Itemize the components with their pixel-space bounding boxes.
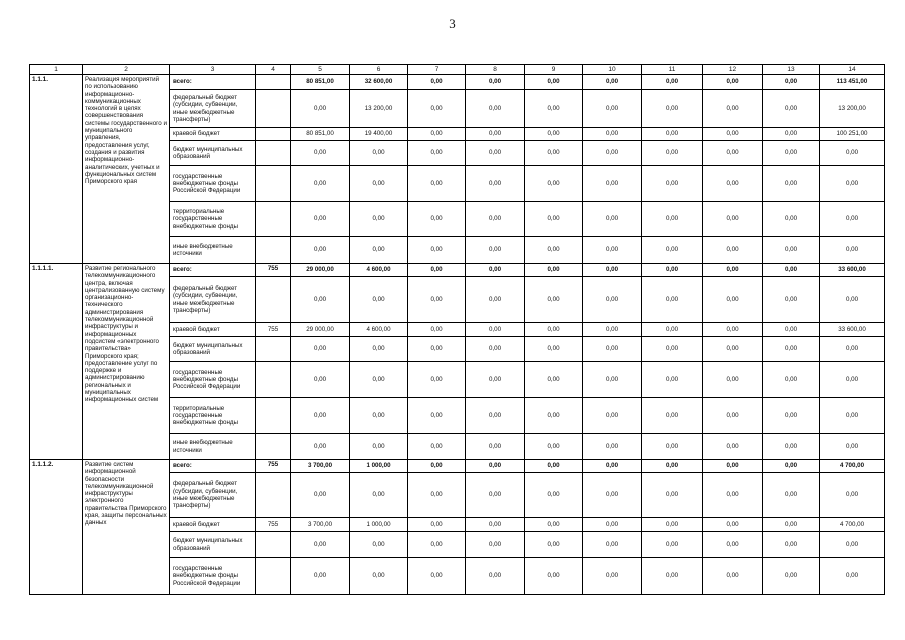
amount-cell-col-10: 0,00 [583,128,642,141]
amount-cell-col-5: 3 700,00 [291,460,350,473]
amount-cell-col-10: 0,00 [583,398,642,434]
amount-cell-col-7: 0,00 [408,277,466,323]
amount-cell-col-14: 0,00 [820,532,885,558]
amount-cell-col-5: 80 851,00 [291,75,350,90]
amount-cell-col-5: 0,00 [291,90,350,128]
amount-cell-col-5: 3 700,00 [291,518,350,532]
amount-cell-col-13: 0,00 [763,362,820,398]
amount-cell-col-14: 13 200,00 [820,90,885,128]
amount-cell-col-6: 1 000,00 [350,518,408,532]
amount-cell-col-10: 0,00 [583,237,642,264]
measure-code: 1.1.1.1. [30,264,83,460]
amount-cell-col-5: 0,00 [291,141,350,166]
funding-source: федеральный бюджет (субсидии, субвенции, иные межбюджетные трансферты) [170,90,256,128]
amount-cell-col-10: 0,00 [583,362,642,398]
amount-cell-col-13: 0,00 [763,518,820,532]
amount-cell-col-8: 0,00 [466,90,525,128]
amount-cell-col-6: 0,00 [350,473,408,518]
amount-cell-col-11: 0,00 [642,518,703,532]
ministry-code [256,166,291,202]
amount-cell-col-11: 0,00 [642,141,703,166]
amount-cell-col-7: 0,00 [408,141,466,166]
amount-cell-col-8: 0,00 [466,362,525,398]
amount-cell-col-10: 0,00 [583,75,642,90]
amount-cell-col-12: 0,00 [703,264,763,277]
amount-cell-col-13: 0,00 [763,323,820,337]
amount-cell-col-14: 100 251,00 [820,128,885,141]
ministry-code [256,128,291,141]
amount-cell-col-7: 0,00 [408,558,466,595]
amount-cell-col-6: 0,00 [350,141,408,166]
amount-cell-col-13: 0,00 [763,460,820,473]
amount-cell-col-12: 0,00 [703,90,763,128]
funding-source: бюджет муниципальных образований [170,337,256,362]
amount-cell-col-7: 0,00 [408,362,466,398]
amount-cell-col-10: 0,00 [583,558,642,595]
amount-cell-col-6: 0,00 [350,166,408,202]
ministry-code: 755 [256,518,291,532]
amount-cell-col-7: 0,00 [408,323,466,337]
amount-cell-col-7: 0,00 [408,532,466,558]
amount-cell-col-12: 0,00 [703,532,763,558]
amount-cell-col-8: 0,00 [466,323,525,337]
amount-cell-col-5: 0,00 [291,202,350,237]
amount-cell-col-11: 0,00 [642,128,703,141]
amount-cell-col-13: 0,00 [763,166,820,202]
column-header-14: 14 [820,65,885,75]
amount-cell-col-11: 0,00 [642,75,703,90]
amount-cell-col-12: 0,00 [703,362,763,398]
ministry-code [256,90,291,128]
ministry-code [256,558,291,595]
amount-cell-col-12: 0,00 [703,75,763,90]
amount-cell-col-9: 0,00 [525,277,583,323]
amount-cell-col-11: 0,00 [642,323,703,337]
column-header-13: 13 [763,65,820,75]
amount-cell-col-9: 0,00 [525,460,583,473]
table-row [30,264,885,277]
ministry-code [256,434,291,460]
measure-name: Реализация мероприятий по использованию информационно-коммуникационных технологий в целях совершенствования системы государственного и муниципального управления, предоставления услуг, создания и развития информационно-аналитических, учетных и функциональных систем Приморского края [83,75,170,264]
amount-cell-col-10: 0,00 [583,337,642,362]
amount-cell-col-9: 0,00 [525,532,583,558]
amount-cell-col-10: 0,00 [583,473,642,518]
amount-cell-col-6: 0,00 [350,202,408,237]
amount-cell-col-14: 0,00 [820,202,885,237]
column-header-1: 1 [30,65,83,75]
funding-source: краевой бюджет [170,323,256,337]
amount-cell-col-12: 0,00 [703,202,763,237]
funding-source: государственные внебюджетные фонды Российской Федерации [170,166,256,202]
amount-cell-col-9: 0,00 [525,166,583,202]
ministry-code [256,532,291,558]
funding-source: бюджет муниципальных образований [170,532,256,558]
column-header-7: 7 [408,65,466,75]
amount-cell-col-10: 0,00 [583,202,642,237]
column-header-3: 3 [170,65,256,75]
amount-cell-col-13: 0,00 [763,90,820,128]
ministry-code [256,75,291,90]
amount-cell-col-6: 0,00 [350,362,408,398]
amount-cell-col-10: 0,00 [583,518,642,532]
amount-cell-col-6: 4 600,00 [350,264,408,277]
amount-cell-col-10: 0,00 [583,277,642,323]
column-header-11: 11 [642,65,703,75]
amount-cell-col-11: 0,00 [642,532,703,558]
amount-cell-col-7: 0,00 [408,264,466,277]
measure-name: Развитие регионального телекоммуникационного центра, включая централизованную систему организационно-технического администрирования телекоммуникационной инфраструктуры и информационных подсистем «электронного правительства» Приморского края; предоставление услуг по поддержке и администрированию региональных и муниципальных информационных систем [83,264,170,460]
amount-cell-col-6: 13 200,00 [350,90,408,128]
amount-cell-col-9: 0,00 [525,264,583,277]
amount-cell-col-7: 0,00 [408,90,466,128]
amount-cell-col-5: 0,00 [291,473,350,518]
amount-cell-col-11: 0,00 [642,166,703,202]
ministry-code [256,202,291,237]
amount-cell-col-6: 4 600,00 [350,323,408,337]
amount-cell-col-13: 0,00 [763,398,820,434]
amount-cell-col-13: 0,00 [763,128,820,141]
funding-source: иные внебюджетные источники [170,237,256,264]
amount-cell-col-14: 0,00 [820,434,885,460]
amount-cell-col-13: 0,00 [763,277,820,323]
amount-cell-col-6: 1 000,00 [350,460,408,473]
amount-cell-col-8: 0,00 [466,166,525,202]
ministry-code [256,237,291,264]
ministry-code: 755 [256,323,291,337]
table-row [30,460,885,473]
amount-cell-col-7: 0,00 [408,460,466,473]
amount-cell-col-14: 0,00 [820,362,885,398]
funding-source: бюджет муниципальных образований [170,141,256,166]
amount-cell-col-5: 0,00 [291,532,350,558]
table-row [30,75,885,90]
amount-cell-col-13: 0,00 [763,237,820,264]
amount-cell-col-11: 0,00 [642,277,703,323]
column-header-8: 8 [466,65,525,75]
amount-cell-col-14: 0,00 [820,558,885,595]
ministry-code [256,362,291,398]
amount-cell-col-9: 0,00 [525,237,583,264]
amount-cell-col-7: 0,00 [408,473,466,518]
amount-cell-col-14: 4 700,00 [820,518,885,532]
page-number: 3 [449,16,456,31]
funding-source: краевой бюджет [170,128,256,141]
funding-source: территориальные государственные внебюджетные фонды [170,202,256,237]
amount-cell-col-9: 0,00 [525,128,583,141]
amount-cell-col-11: 0,00 [642,434,703,460]
amount-cell-col-7: 0,00 [408,75,466,90]
amount-cell-col-11: 0,00 [642,398,703,434]
amount-cell-col-9: 0,00 [525,518,583,532]
amount-cell-col-7: 0,00 [408,434,466,460]
amount-cell-col-10: 0,00 [583,460,642,473]
amount-cell-col-8: 0,00 [466,237,525,264]
amount-cell-col-6: 32 600,00 [350,75,408,90]
amount-cell-col-9: 0,00 [525,362,583,398]
ministry-code: 755 [256,264,291,277]
amount-cell-col-6: 0,00 [350,532,408,558]
amount-cell-col-11: 0,00 [642,202,703,237]
amount-cell-col-8: 0,00 [466,264,525,277]
amount-cell-col-11: 0,00 [642,460,703,473]
amount-cell-col-7: 0,00 [408,166,466,202]
amount-cell-col-9: 0,00 [525,473,583,518]
column-header-4: 4 [256,65,291,75]
amount-cell-col-12: 0,00 [703,337,763,362]
amount-cell-col-8: 0,00 [466,128,525,141]
amount-cell-col-12: 0,00 [703,166,763,202]
amount-cell-col-9: 0,00 [525,141,583,166]
amount-cell-col-9: 0,00 [525,434,583,460]
amount-cell-col-9: 0,00 [525,75,583,90]
column-header-5: 5 [291,65,350,75]
amount-cell-col-14: 113 451,00 [820,75,885,90]
amount-cell-col-14: 0,00 [820,141,885,166]
amount-cell-col-11: 0,00 [642,90,703,128]
amount-cell-col-9: 0,00 [525,323,583,337]
amount-cell-col-9: 0,00 [525,90,583,128]
amount-cell-col-6: 19 400,00 [350,128,408,141]
funding-source: федеральный бюджет (субсидии, субвенции, иные межбюджетные трансферты) [170,277,256,323]
amount-cell-col-14: 0,00 [820,237,885,264]
amount-cell-col-13: 0,00 [763,264,820,277]
amount-cell-col-13: 0,00 [763,434,820,460]
amount-cell-col-13: 0,00 [763,75,820,90]
amount-cell-col-5: 29 000,00 [291,264,350,277]
amount-cell-col-5: 0,00 [291,277,350,323]
amount-cell-col-13: 0,00 [763,141,820,166]
amount-cell-col-14: 33 600,00 [820,323,885,337]
amount-cell-col-5: 29 000,00 [291,323,350,337]
amount-cell-col-12: 0,00 [703,128,763,141]
amount-cell-col-13: 0,00 [763,558,820,595]
amount-cell-col-5: 0,00 [291,166,350,202]
amount-cell-col-10: 0,00 [583,323,642,337]
amount-cell-col-12: 0,00 [703,518,763,532]
amount-cell-col-6: 0,00 [350,558,408,595]
amount-cell-col-8: 0,00 [466,473,525,518]
column-header-2: 2 [83,65,170,75]
amount-cell-col-9: 0,00 [525,558,583,595]
funding-source: федеральный бюджет (субсидии, субвенции, иные межбюджетные трансферты) [170,473,256,518]
amount-cell-col-7: 0,00 [408,398,466,434]
amount-cell-col-6: 0,00 [350,277,408,323]
amount-cell-col-8: 0,00 [466,532,525,558]
funding-source: государственные внебюджетные фонды Российской Федерации [170,558,256,595]
amount-cell-col-13: 0,00 [763,337,820,362]
amount-cell-col-11: 0,00 [642,264,703,277]
amount-cell-col-9: 0,00 [525,398,583,434]
amount-cell-col-12: 0,00 [703,473,763,518]
amount-cell-col-14: 33 600,00 [820,264,885,277]
amount-cell-col-10: 0,00 [583,141,642,166]
table-header-row [30,65,885,75]
funding-source: краевой бюджет [170,518,256,532]
amount-cell-col-10: 0,00 [583,90,642,128]
amount-cell-col-10: 0,00 [583,532,642,558]
amount-cell-col-8: 0,00 [466,558,525,595]
funding-source: территориальные государственные внебюджетные фонды [170,398,256,434]
amount-cell-col-9: 0,00 [525,202,583,237]
measure-code: 1.1.1.2. [30,460,83,595]
amount-cell-col-7: 0,00 [408,128,466,141]
funding-source: государственные внебюджетные фонды Российской Федерации [170,362,256,398]
amount-cell-col-11: 0,00 [642,473,703,518]
amount-cell-col-12: 0,00 [703,141,763,166]
amount-cell-col-7: 0,00 [408,518,466,532]
ministry-code [256,337,291,362]
amount-cell-col-13: 0,00 [763,473,820,518]
amount-cell-col-6: 0,00 [350,434,408,460]
ministry-code [256,473,291,518]
amount-cell-col-6: 0,00 [350,337,408,362]
amount-cell-col-12: 0,00 [703,460,763,473]
amount-cell-col-12: 0,00 [703,558,763,595]
amount-cell-col-8: 0,00 [466,434,525,460]
amount-cell-col-11: 0,00 [642,362,703,398]
amount-cell-col-12: 0,00 [703,398,763,434]
ministry-code [256,277,291,323]
amount-cell-col-5: 0,00 [291,237,350,264]
amount-cell-col-14: 0,00 [820,166,885,202]
amount-cell-col-12: 0,00 [703,323,763,337]
ministry-code: 755 [256,460,291,473]
amount-cell-col-8: 0,00 [466,460,525,473]
column-header-9: 9 [525,65,583,75]
column-header-12: 12 [703,65,763,75]
column-header-10: 10 [583,65,642,75]
amount-cell-col-6: 0,00 [350,237,408,264]
amount-cell-col-10: 0,00 [583,166,642,202]
amount-cell-col-8: 0,00 [466,398,525,434]
amount-cell-col-8: 0,00 [466,337,525,362]
amount-cell-col-10: 0,00 [583,434,642,460]
amount-cell-col-13: 0,00 [763,202,820,237]
amount-cell-col-6: 0,00 [350,398,408,434]
measure-name: Развитие систем информационной безопасности телекоммуникационной инфраструктуры электронного правительства Приморского края, защиты персональных данных [83,460,170,595]
amount-cell-col-13: 0,00 [763,532,820,558]
amount-cell-col-14: 0,00 [820,473,885,518]
amount-cell-col-8: 0,00 [466,518,525,532]
amount-cell-col-11: 0,00 [642,558,703,595]
amount-cell-col-8: 0,00 [466,202,525,237]
column-header-6: 6 [350,65,408,75]
amount-cell-col-14: 0,00 [820,337,885,362]
amount-cell-col-5: 0,00 [291,337,350,362]
amount-cell-col-5: 80 851,00 [291,128,350,141]
amount-cell-col-8: 0,00 [466,75,525,90]
amount-cell-col-5: 0,00 [291,558,350,595]
amount-cell-col-5: 0,00 [291,398,350,434]
amount-cell-col-12: 0,00 [703,237,763,264]
funding-source: всего: [170,460,256,473]
amount-cell-col-8: 0,00 [466,141,525,166]
amount-cell-col-5: 0,00 [291,434,350,460]
amount-cell-col-8: 0,00 [466,277,525,323]
funding-source: всего: [170,264,256,277]
amount-cell-col-10: 0,00 [583,264,642,277]
funding-source: всего: [170,75,256,90]
table-body [30,65,885,595]
amount-cell-col-7: 0,00 [408,237,466,264]
amount-cell-col-7: 0,00 [408,337,466,362]
amount-cell-col-7: 0,00 [408,202,466,237]
ministry-code [256,141,291,166]
amount-cell-col-11: 0,00 [642,237,703,264]
amount-cell-col-5: 0,00 [291,362,350,398]
amount-cell-col-12: 0,00 [703,277,763,323]
amount-cell-col-12: 0,00 [703,434,763,460]
measure-code: 1.1.1. [30,75,83,264]
financing-table [29,64,885,595]
amount-cell-col-14: 0,00 [820,277,885,323]
funding-source: иные внебюджетные источники [170,434,256,460]
amount-cell-col-14: 4 700,00 [820,460,885,473]
amount-cell-col-14: 0,00 [820,398,885,434]
amount-cell-col-9: 0,00 [525,337,583,362]
ministry-code [256,398,291,434]
amount-cell-col-11: 0,00 [642,337,703,362]
